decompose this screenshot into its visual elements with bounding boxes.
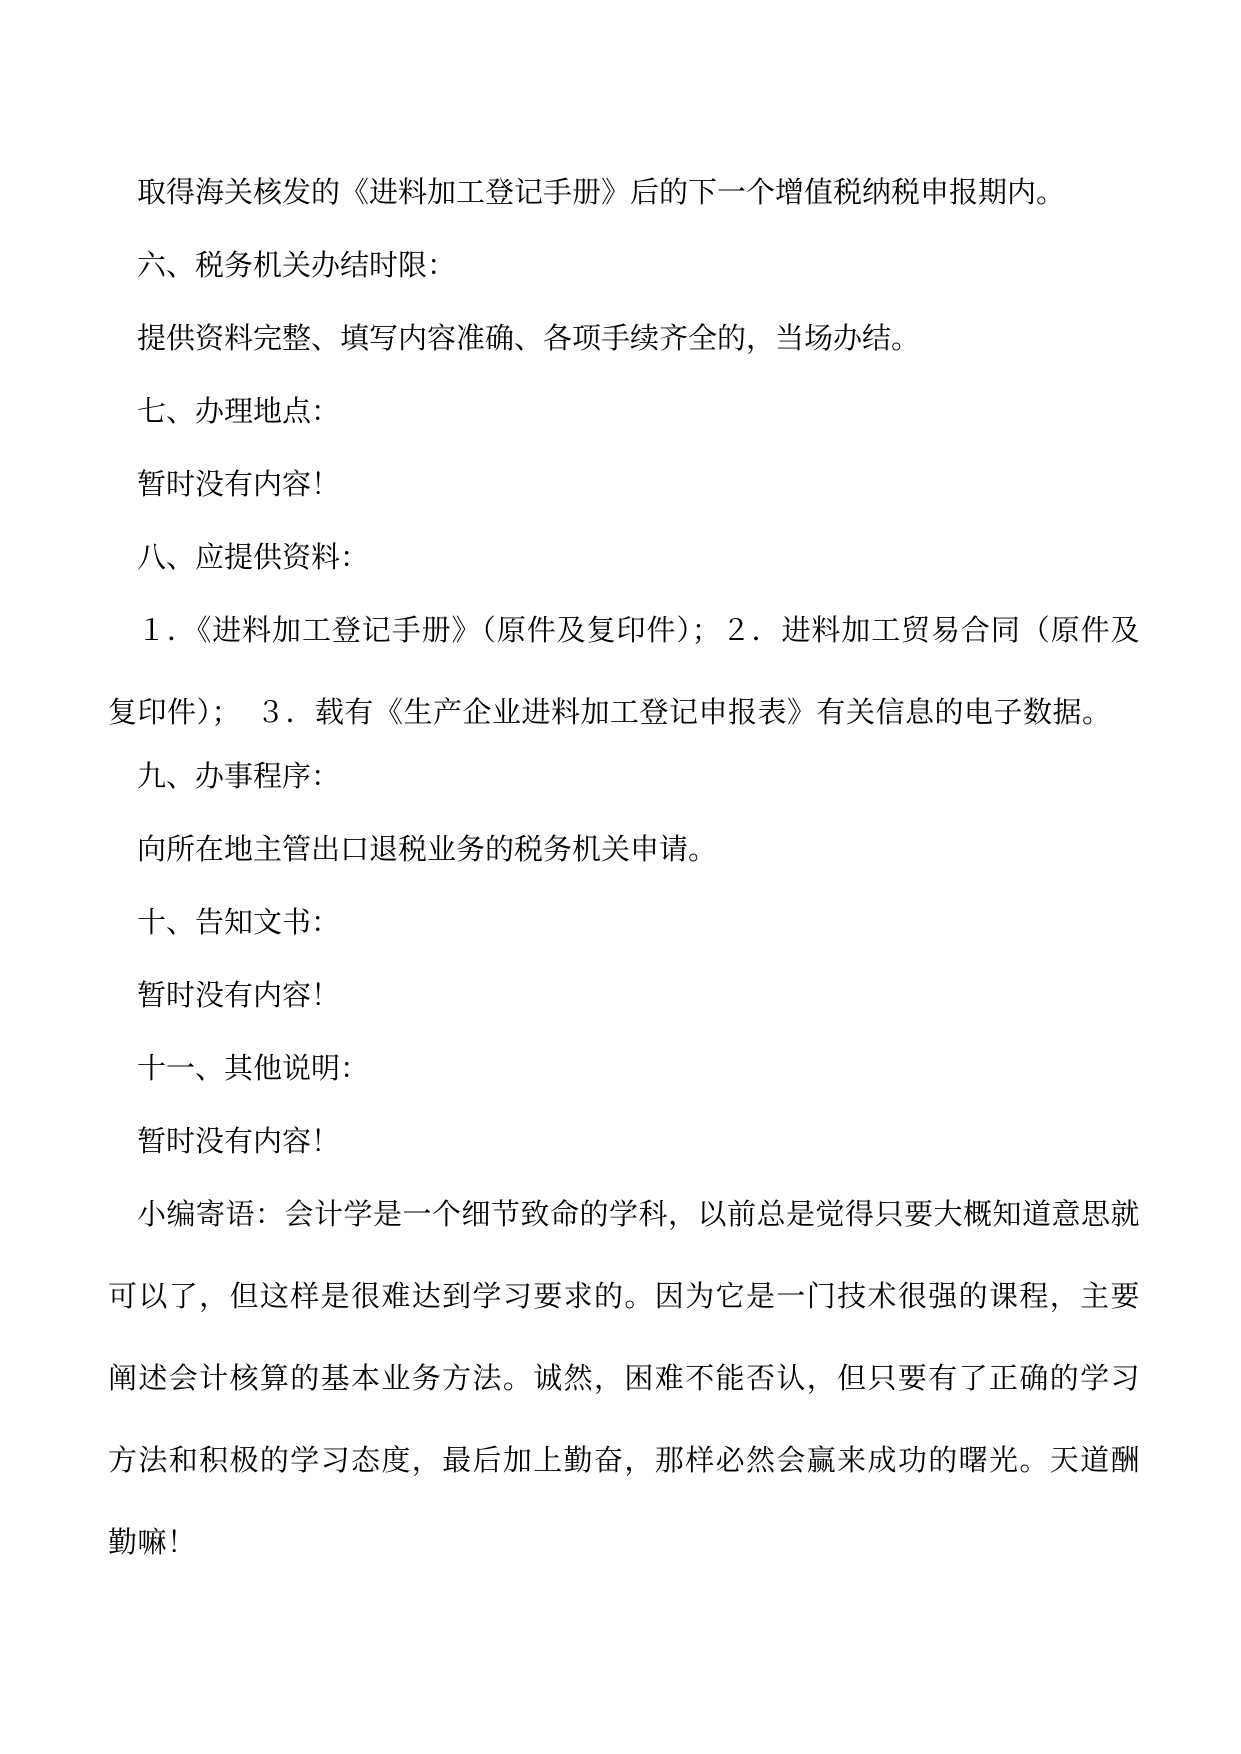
paragraph-procedure: 向所在地主管出口退税业务的税务机关申请。 bbox=[137, 832, 718, 866]
heading-processing-time-limit: 六、税务机关办结时限： bbox=[137, 248, 457, 282]
heading-other-notes: 十一、其他说明： bbox=[137, 1051, 370, 1085]
paragraph-location: 暂时没有内容！ bbox=[137, 467, 341, 501]
paragraph-processing-time-limit: 提供资料完整、填写内容准确、各项手续齐全的，当场办结。 bbox=[137, 321, 921, 355]
paragraph-application-deadline: 取得海关核发的《进料加工登记手册》后的下一个增值税纳税申报期内。 bbox=[137, 175, 1066, 209]
paragraph-required-materials: １．《进料加工登记手册》（原件及复印件）；２．进料加工贸易合同（原件及复印件）； ３．载有《生产企业进料加工登记申报表》有关信息的电子数据。 bbox=[108, 613, 1140, 729]
heading-procedure: 九、办事程序： bbox=[137, 759, 341, 793]
paragraph-editor-note: 小编寄语：会计学是一个细节致命的学科，以前总是觉得只要大概知道意思就可以了，但这样是很难达到学习要求的。因为它是一门技术很强的课程，主要阐述会计核算的基本业务方法。诚然，困难不能否认，但只要有了正确的学习方法和积极的学习态度，最后加上勤奋，那样必然会赢来成功的曙光。天道酬勤嘛！ bbox=[108, 1197, 1141, 1559]
heading-required-materials: 八、应提供资料： bbox=[137, 540, 370, 574]
heading-notification-documents: 十、告知文书： bbox=[137, 905, 341, 939]
paragraph-other-notes: 暂时没有内容！ bbox=[137, 1124, 341, 1158]
paragraph-notification-documents: 暂时没有内容！ bbox=[137, 978, 341, 1012]
heading-location: 七、办理地点： bbox=[137, 394, 341, 428]
